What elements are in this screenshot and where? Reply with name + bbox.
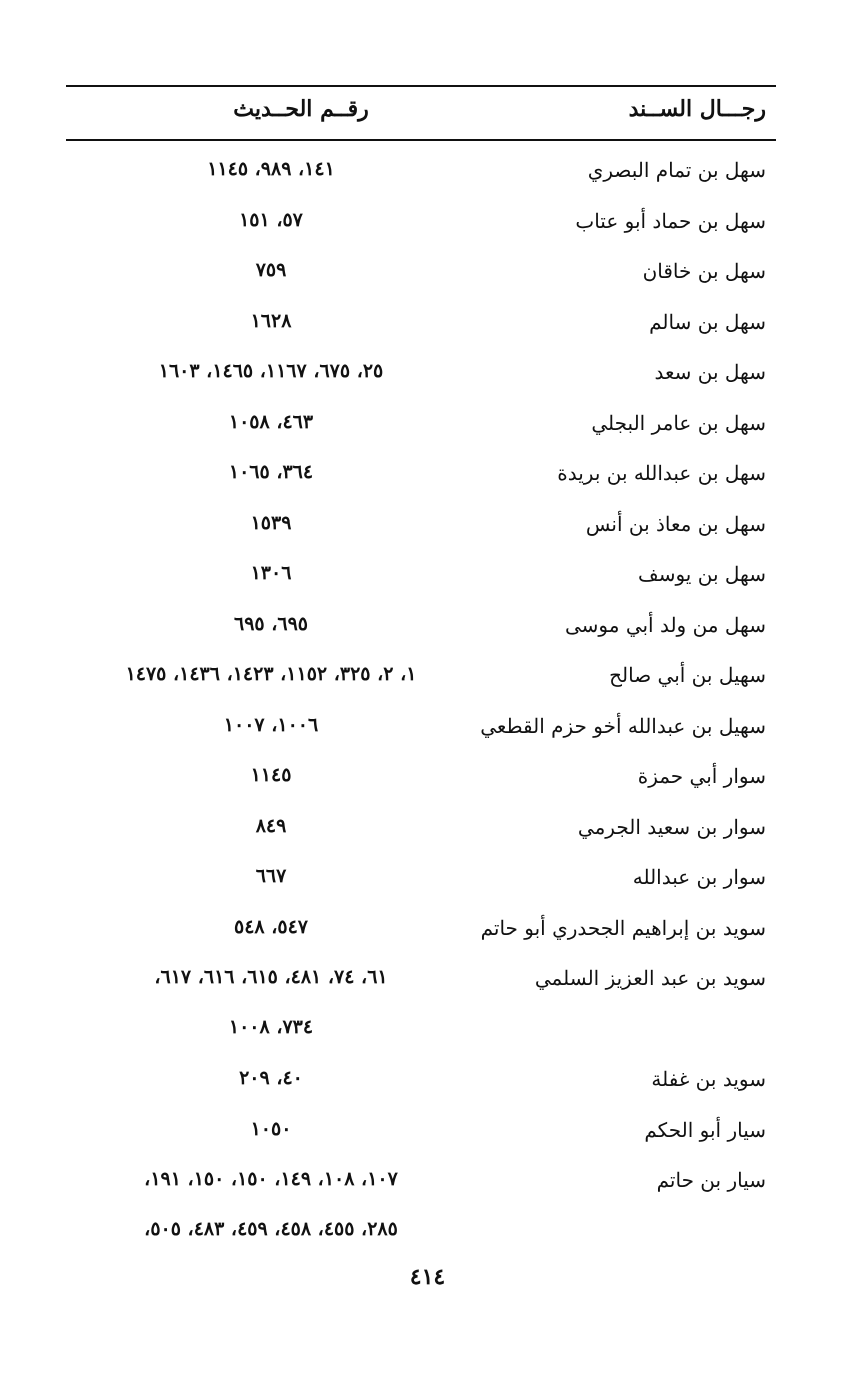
- narrator-name: سويد بن إبراهيم الجحدري أبو حاتم: [480, 915, 766, 940]
- hadith-numbers-line: ١٠٠٦، ١٠٠٧: [223, 713, 319, 736]
- hadith-numbers-line: ٥٧، ١٥١: [239, 208, 303, 231]
- narrator-name: سهل بن عبدالله بن بريدة: [557, 461, 766, 485]
- header-hadith-numbers: رقــم الحــديث: [233, 96, 369, 122]
- narrator-name: سوار بن عبدالله: [632, 865, 766, 889]
- hadith-numbers: [86, 411, 456, 461]
- narrator-name: سهل بن يوسف: [638, 562, 766, 586]
- narrator-name: سهل بن حماد أبو عتاب: [575, 208, 766, 233]
- hadith-numbers: [86, 1168, 456, 1268]
- hadith-numbers-line: ٧٣٤، ١٠٠٨: [228, 1016, 314, 1038]
- hadith-numbers-line: ٢٨٥، ٤٥٥، ٤٥٨، ٤٥٩، ٤٨٣، ٥٠٥،: [144, 1218, 398, 1240]
- top-rule: [66, 85, 776, 87]
- hadith-numbers: [86, 209, 456, 259]
- hadith-numbers: [86, 1067, 456, 1117]
- narrator-name: سهل بن سالم: [649, 309, 766, 334]
- hadith-numbers: [86, 512, 456, 562]
- hadith-numbers: [86, 562, 456, 612]
- hadith-numbers-line: ٤٠، ٢٠٩: [239, 1067, 303, 1089]
- hadith-numbers: [86, 158, 456, 208]
- hadith-numbers: [86, 259, 456, 309]
- hadith-numbers-line: ١٣٠٦: [250, 562, 292, 584]
- narrator-name: سهل بن تمام البصري: [587, 158, 766, 182]
- narrator-name: سيار بن حاتم: [656, 1168, 766, 1192]
- hadith-numbers-line: ٧٥٩: [255, 259, 287, 281]
- narrator-name: سهل بن معاذ بن أنس: [585, 511, 766, 536]
- table-header: [66, 92, 776, 136]
- narrator-name: سهل بن عامر البجلي: [591, 410, 766, 435]
- hadith-numbers-line: ١٠٥٠: [250, 1117, 292, 1140]
- hadith-numbers-line: ٢٥، ٦٧٥، ١١٦٧، ١٤٦٥، ١٦٠٣: [158, 360, 384, 382]
- hadith-numbers-line: ١٦٢٨: [250, 309, 292, 332]
- header-narrators: رجـــال الســند: [628, 96, 766, 122]
- hadith-numbers-line: ٦١، ٧٤، ٤٨١، ٦١٥، ٦١٦، ٦١٧،: [154, 966, 388, 988]
- hadith-numbers-line: ١، ٢، ٣٢٥، ١١٥٢، ١٤٢٣، ١٤٣٦، ١٤٧٥: [125, 663, 417, 685]
- hadith-numbers-line: ١٥٣٩: [250, 511, 292, 534]
- hadith-numbers: [86, 310, 456, 360]
- hadith-numbers: [86, 916, 456, 966]
- narrator-name: سهيل بن عبدالله أخو حزم القطعي: [480, 713, 766, 738]
- hadith-numbers: [86, 815, 456, 865]
- hadith-numbers: [86, 966, 456, 1066]
- hadith-numbers: [86, 1118, 456, 1168]
- narrator-name: سهيل بن أبي صالح: [609, 663, 766, 687]
- hadith-numbers-line: ٥٤٧، ٥٤٨: [234, 915, 308, 938]
- hadith-numbers: [86, 663, 456, 713]
- page-number: ٤١٤: [409, 1264, 446, 1290]
- hadith-numbers: [86, 360, 456, 410]
- hadith-numbers: [86, 461, 456, 511]
- narrator-name: سويد بن غفلة: [651, 1067, 766, 1091]
- hadith-numbers-line: ١٠٧، ١٠٨، ١٤٩، ١٥٠، ١٥٠، ١٩١،: [144, 1168, 398, 1190]
- hadith-numbers-line: ٦٩٥، ٦٩٥: [234, 612, 308, 635]
- hadith-numbers-line: ٤٦٣، ١٠٥٨: [228, 410, 314, 433]
- hadith-numbers: [86, 714, 456, 764]
- header-rule: [66, 139, 776, 141]
- narrator-name: سوار أبي حمزة: [637, 764, 766, 788]
- narrator-name: سويد بن عبد العزيز السلمي: [534, 966, 766, 990]
- hadith-numbers: [86, 865, 456, 915]
- narrator-name: سيار أبو الحكم: [644, 1117, 766, 1142]
- hadith-numbers-line: ٨٤٩: [255, 814, 287, 837]
- hadith-numbers-line: ١١٤٥: [250, 764, 292, 786]
- hadith-numbers-line: ٣٦٤، ١٠٦٥: [228, 461, 314, 483]
- narrator-name: سهل بن خاقان: [642, 259, 766, 283]
- hadith-numbers: [86, 613, 456, 663]
- narrator-name: سهل بن سعد: [654, 360, 766, 384]
- hadith-numbers-line: ٦٦٧: [255, 865, 287, 887]
- hadith-numbers: [86, 764, 456, 814]
- hadith-numbers-line: ١٤١، ٩٨٩، ١١٤٥: [207, 158, 335, 180]
- narrator-name: سهل من ولد أبي موسى: [564, 612, 766, 637]
- narrator-name: سوار بن سعيد الجرمي: [577, 814, 766, 839]
